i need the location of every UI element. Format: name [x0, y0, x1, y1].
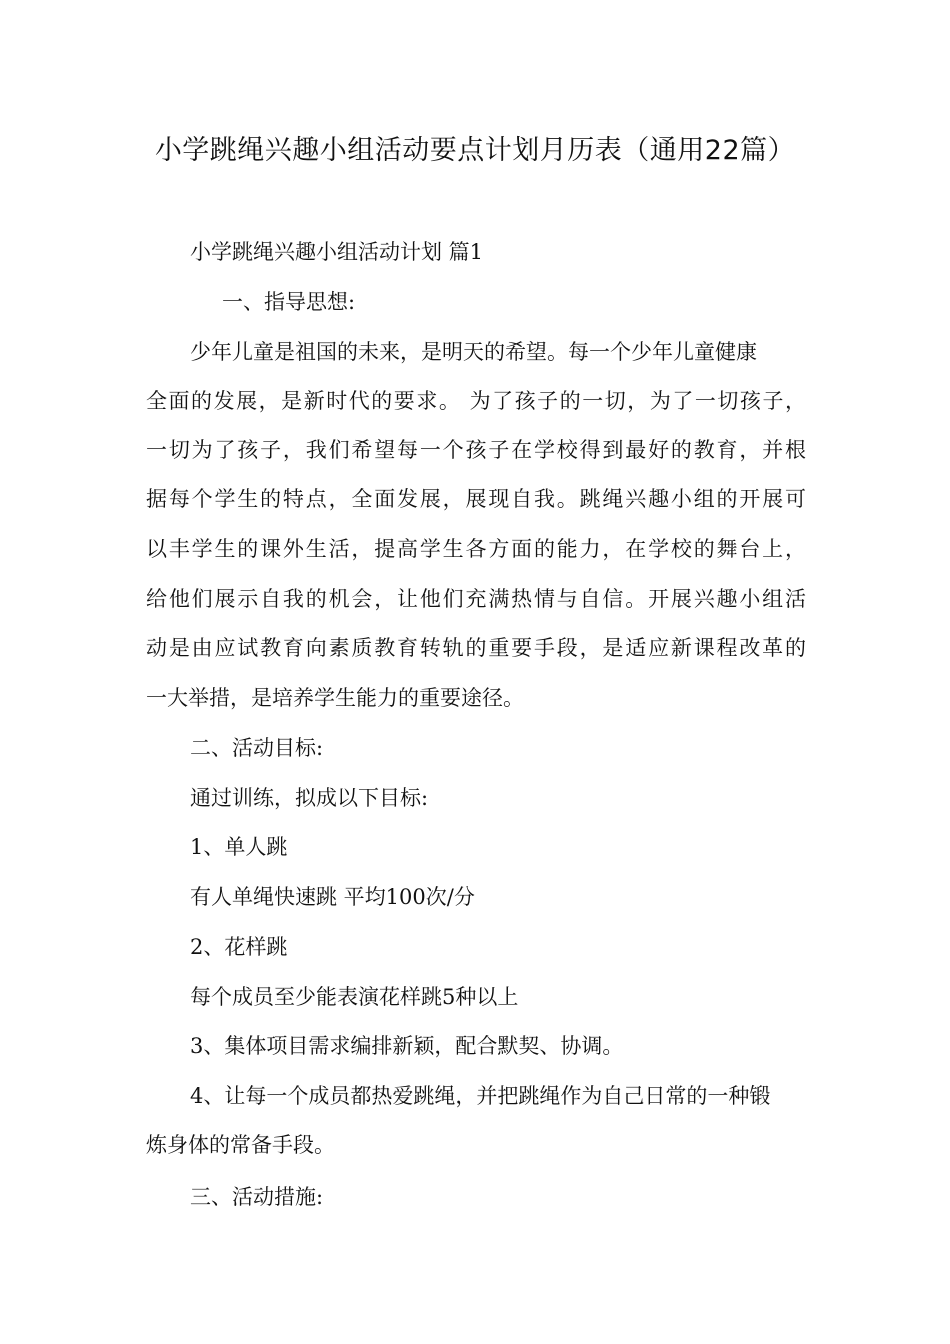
paragraph-line: 据每个学生的特点，全面发展，展现自我。跳绳兴趣小组的开展可	[146, 487, 806, 511]
paragraph-line: 炼身体的常备手段。	[146, 1133, 335, 1157]
paragraph-line: 以丰学生的课外生活，提高学生各方面的能力，在学校的舞台上，	[146, 537, 806, 561]
goal-intro: 通过训练，拟成以下目标:	[190, 786, 429, 810]
goal-2-title: 2、花样跳	[190, 935, 288, 959]
heading-activity-measures: 三、活动措施:	[190, 1185, 324, 1209]
goal-2-text: 每个成员至少能表演花样跳5种以上	[190, 985, 519, 1009]
heading-activity-goals: 二、活动目标:	[190, 736, 324, 760]
goal-1-title: 1、单人跳	[190, 835, 288, 859]
paragraph-line: 少年儿童是祖国的未来，是明天的希望。每一个少年儿童健康	[190, 340, 757, 364]
document-title: 小学跳绳兴趣小组活动要点计划月历表（通用22篇）	[154, 135, 796, 166]
paragraph-line: 一大举措，是培养学生能力的重要途径。	[146, 686, 524, 710]
heading-guiding-ideology: 一、指导思想:	[222, 290, 356, 314]
section-heading: 小学跳绳兴趣小组活动计划 篇1	[190, 240, 484, 264]
goal-3-text: 3、集体项目需求编排新颖，配合默契、协调。	[190, 1034, 624, 1058]
paragraph-line: 动是由应试教育向素质教育转轨的重要手段，是适应新课程改革的	[146, 636, 806, 660]
paragraph-line: 给他们展示自我的机会，让他们充满热情与自信。开展兴趣小组活	[146, 587, 806, 611]
goal-1-text: 有人单绳快速跳 平均100次/分	[190, 885, 475, 909]
paragraph-line: 全面的发展，是新时代的要求。 为了孩子的一切，为了一切孩子，	[146, 389, 806, 413]
paragraph-line: 4、让每一个成员都热爱跳绳，并把跳绳作为自己日常的一种锻	[190, 1084, 771, 1108]
paragraph-line: 一切为了孩子，我们希望每一个孩子在学校得到最好的教育，并根	[146, 438, 806, 462]
